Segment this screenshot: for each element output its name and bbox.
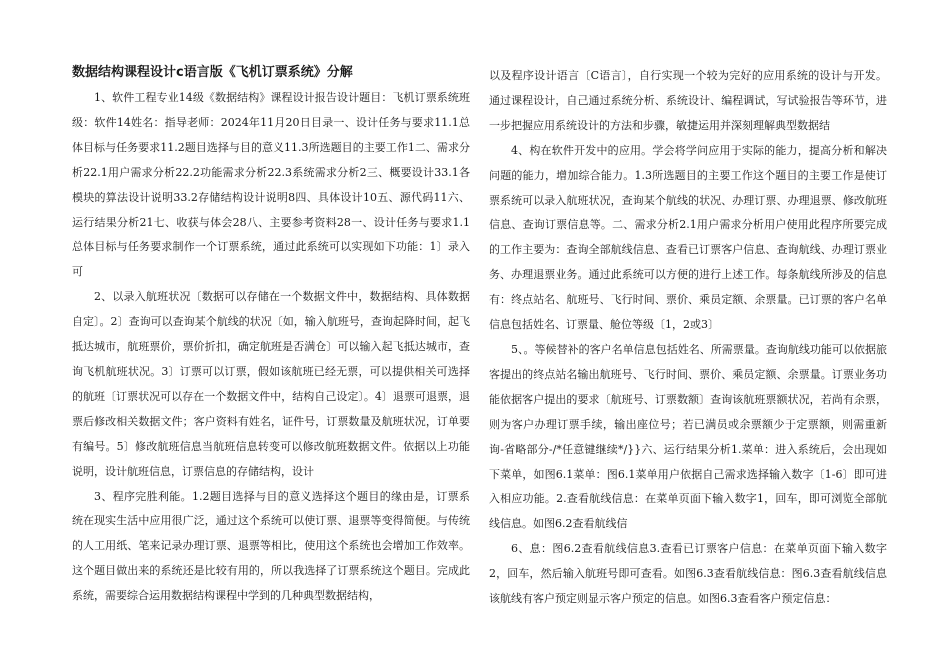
paragraph-5: 5、。等候替补的客户名单信息包括姓名、所需票量。查询航线功能可以依据旅客提出的终点站名输出航班号、飞行时间、票价、乘员定额、余票量。订票业务功能依据客户提出的要求〔航班号、订票数额〕查询该航班票额状况，若尚有余票，则为客户办理订票手续，输出座位号；若已满员或余票额少于定票额，则需重新询-省略部分-/*任意键继续*/}}六、运行结果分析1.菜单：进入系统后，会出现如下菜单，如图6.1菜单：图6.1菜单用户依据自己需求选择输入数字〔1-6〕即可进入相应功能。2.查看航线信息：在菜单页面下输入数字1，回车，即可浏览全部航线信息。如图6.2查看航线信 [489, 342, 887, 531]
paragraph-6: 6、息：图6.2查看航线信息3.查看已订票客户信息：在菜单页面下输入数字2，回车，然后输入航班号即可查看。如图6.3查看航线信息：图6.3查看航线信息该航线有客户预定则显示客户预定的信息。如图6.3查看客户预定信息： [489, 542, 887, 606]
paragraph-2: 2、以录入航班状况〔数据可以存储在一个数据文件中，数据结构、具体数据自定〕。2〕查询可以查询某个航线的状况〔如，输入航班号，查询起降时间，起飞抵达城市，航班票价，票价折扣，确定航班是否满仓〕可以输入起飞抵达城市，查询飞机航班状况。3〕订票可以订票，假如该航班已经无票，可以提供相关可选择的航班〔订票状况可以存在一个数据文件中，结构自己设定〕。4〕退票可退票，退票后修改相关数据文件；客户资料有姓名，证件号，订票数量及航班状况，订单要有编号。5〕修改航班信息当航班信息转变可以修改航班数据文件。依据以上功能说明，设计航班信息，订票信息的存储结构，设计 [72, 290, 470, 478]
paragraph-3-continued: 以及程序设计语言〔C语言〕，自行实现一个较为完好的应用系统的设计与开发。通过课程设计，自己通过系统分析、系统设计、编程调试，写试验报告等环节，进一步把握应用系统设计的方法和步骤，敏捷运用并深刻理解典型数据结 [489, 69, 887, 132]
right-column [489, 64, 887, 612]
document-title: 数据结构课程设计c语言版《飞机订票系统》分解 [72, 65, 353, 80]
left-column [72, 64, 470, 609]
paragraph-3: 3、程序完胜利能。1.2题目选择与目的意义选择这个题目的缘由是，订票系统在现实生活中应用很广泛，通过这个系统可以使订票、退票等变得简便。与传统的人工用纸、笔来记录办理订票、退票等相比，使用这个系统也会增加工作效率。这个题目做出来的系统还是比较有用的，所以我选择了订票系统这个题目。完成此系统，需要综合运用数据结构课程中学到的几种典型数据结构， [72, 489, 470, 603]
paragraph-1: 1、软件工程专业14级《数据结构》课程设计报告设计题目：飞机订票系统班级：软件14姓名：指导老师：2024年11月20日目录一、设计任务与要求11.1总体目标与任务要求11.2题目选择与目的意义11.3所选题目的主要工作1二、需求分析22.1用户需求分析22.2功能需求分析22.3系统需求分析2三、概要设计33.1各模块的算法设计说明33.2存储结构设计说明8四、具体设计10五、源代码11六、运行结果分析21七、收获与体会28八、主要参考资料28一、设计任务与要求1.1总体目标与任务要求制作一个订票系统，通过此系统可以实现如下功能：1〕录入可 [72, 91, 470, 279]
paragraph-4: 4、构在软件开发中的应用。学会将学问应用于实际的能力，提高分析和解决问题的能力，增加综合能力。1.3所选题目的主要工作这个题目的主要工作是使订票系统可以录入航班状况，查询某个航线的状况、办理订票、办理退票、修改航班信息、查询订票信息等。二、需求分析2.1用户需求分析用户使用此程序所要完成的工作主要为：查询全部航线信息、查看已订票客户信息、查询航线、办理订票业务、办理退票业务。通过此系统可以方便的进行上述工作。每条航线所涉及的信息有：终点站名、航班号、飞行时间、票价、乘员定额、余票量。已订票的客户名单信息包括姓名、订票量、舱位等级〔1，2或3〕 [489, 143, 887, 332]
